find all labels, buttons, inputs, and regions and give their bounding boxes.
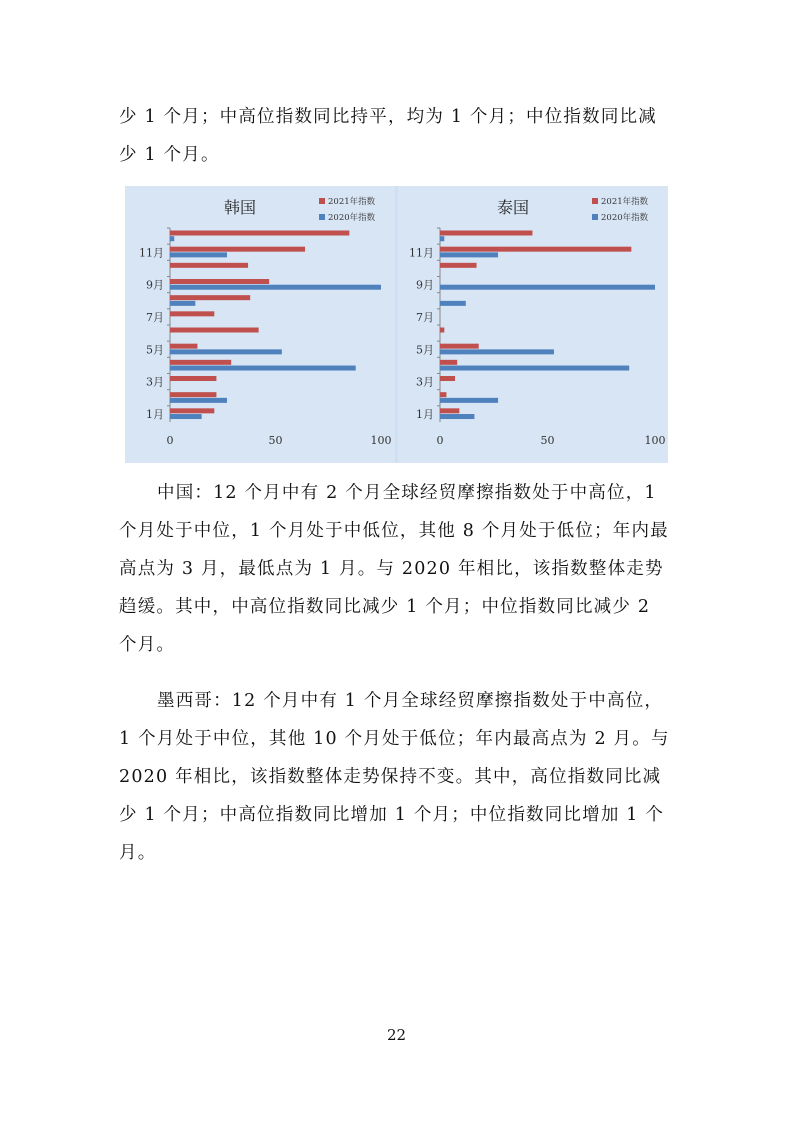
bar-2021: [170, 360, 231, 365]
bar-2020: [170, 349, 282, 354]
legend-label: 2021年指数: [328, 197, 376, 207]
bar-2021: [440, 247, 631, 252]
bar-2020: [440, 366, 629, 371]
bar-2020: [440, 349, 554, 354]
bar-2021: [170, 328, 259, 333]
bar-2020: [440, 236, 444, 241]
legend-label: 2021年指数: [601, 197, 649, 207]
bar-2020: [440, 414, 474, 419]
bar-2021: [170, 279, 269, 284]
bar-2020: [170, 236, 174, 241]
bar-2021: [440, 376, 455, 381]
y-tick-label: 7月: [416, 310, 434, 324]
x-tick-label: 0: [166, 434, 174, 447]
bar-2021: [440, 408, 459, 413]
legend-swatch: [319, 214, 325, 220]
y-tick-label: 1月: [416, 407, 434, 421]
x-tick-label: 0: [436, 434, 444, 447]
chart-title: 韩国: [223, 198, 257, 217]
bar-2021: [440, 344, 479, 349]
x-tick-label: 50: [540, 434, 555, 447]
y-tick-label: 9月: [416, 278, 434, 292]
paragraph-continued: 少 1 个月；中高位指数同比持平，均为 1 个月；中位指数同比减少 1 个月。: [119, 107, 657, 165]
bar-2021: [170, 376, 216, 381]
page-number: 22: [386, 1026, 407, 1044]
bar-2021: [440, 263, 477, 268]
y-tick-label: 11月: [409, 246, 434, 260]
chart-canvas: [125, 186, 668, 463]
bar-2021: [170, 263, 248, 268]
bar-2020: [440, 398, 498, 403]
y-tick-label: 5月: [146, 343, 164, 357]
y-tick-label: 5月: [416, 343, 434, 357]
chart-title: 泰国: [496, 198, 530, 217]
legend-swatch: [592, 214, 598, 220]
bar-2021: [170, 311, 214, 316]
x-tick-label: 50: [268, 434, 283, 447]
bar-2020: [170, 398, 227, 403]
legend-label: 2020年指数: [601, 213, 649, 223]
bar-2021: [170, 408, 214, 413]
x-tick-label: 100: [644, 434, 666, 447]
bar-2020: [170, 252, 227, 257]
x-tick-label: 100: [370, 434, 392, 447]
bar-2020: [170, 285, 381, 290]
bar-2021: [440, 360, 457, 365]
chart-panel: [125, 186, 395, 463]
y-tick-label: 3月: [146, 375, 164, 389]
bar-2020: [440, 252, 498, 257]
y-tick-label: 9月: [146, 278, 164, 292]
bar-2021: [170, 344, 197, 349]
legend-swatch: [319, 198, 325, 204]
bar-2020: [170, 414, 202, 419]
y-tick-label: 3月: [416, 375, 434, 389]
bar-2021: [170, 247, 305, 252]
bar-2021: [440, 392, 446, 397]
paragraph-china: 中国：12 个月中有 2 个月全球经贸摩擦指数处于中高位，1 个月处于中位，1 个月处于中低位，其他 8 个月处于低位；年内最高点为 3 月，最低点为 1 月。与 2020 年相比，该指数整体走势趋缓。其中，中高位指数同比减少 1 个月；中位指数同比减少 2 个月。: [119, 483, 669, 655]
bar-chart-figure: [125, 186, 668, 463]
bar-2021: [170, 392, 216, 397]
bar-2021: [170, 231, 349, 236]
legend-label: 2020年指数: [328, 213, 376, 223]
bar-2021: [440, 231, 532, 236]
bar-2020: [170, 301, 195, 306]
bar-2020: [440, 301, 466, 306]
paragraph-mexico: 墨西哥：12 个月中有 1 个月全球经贸摩擦指数处于中高位，1 个月处于中位，其他 10 个月处于低位；年内最高点为 2 月。与 2020 年相比，该指数整体走势保持不变。其中，高位指数同比减少 1 个月；中高位指数同比增加 1 个月；中位指数同比增加 1 个月。: [119, 691, 670, 863]
legend-swatch: [592, 198, 598, 204]
y-tick-label: 1月: [146, 407, 164, 421]
bar-2021: [170, 295, 250, 300]
bar-2020: [440, 285, 655, 290]
y-tick-label: 7月: [146, 310, 164, 324]
y-tick-label: 11月: [139, 246, 164, 260]
bar-2021: [440, 328, 444, 333]
bar-2020: [170, 366, 356, 371]
